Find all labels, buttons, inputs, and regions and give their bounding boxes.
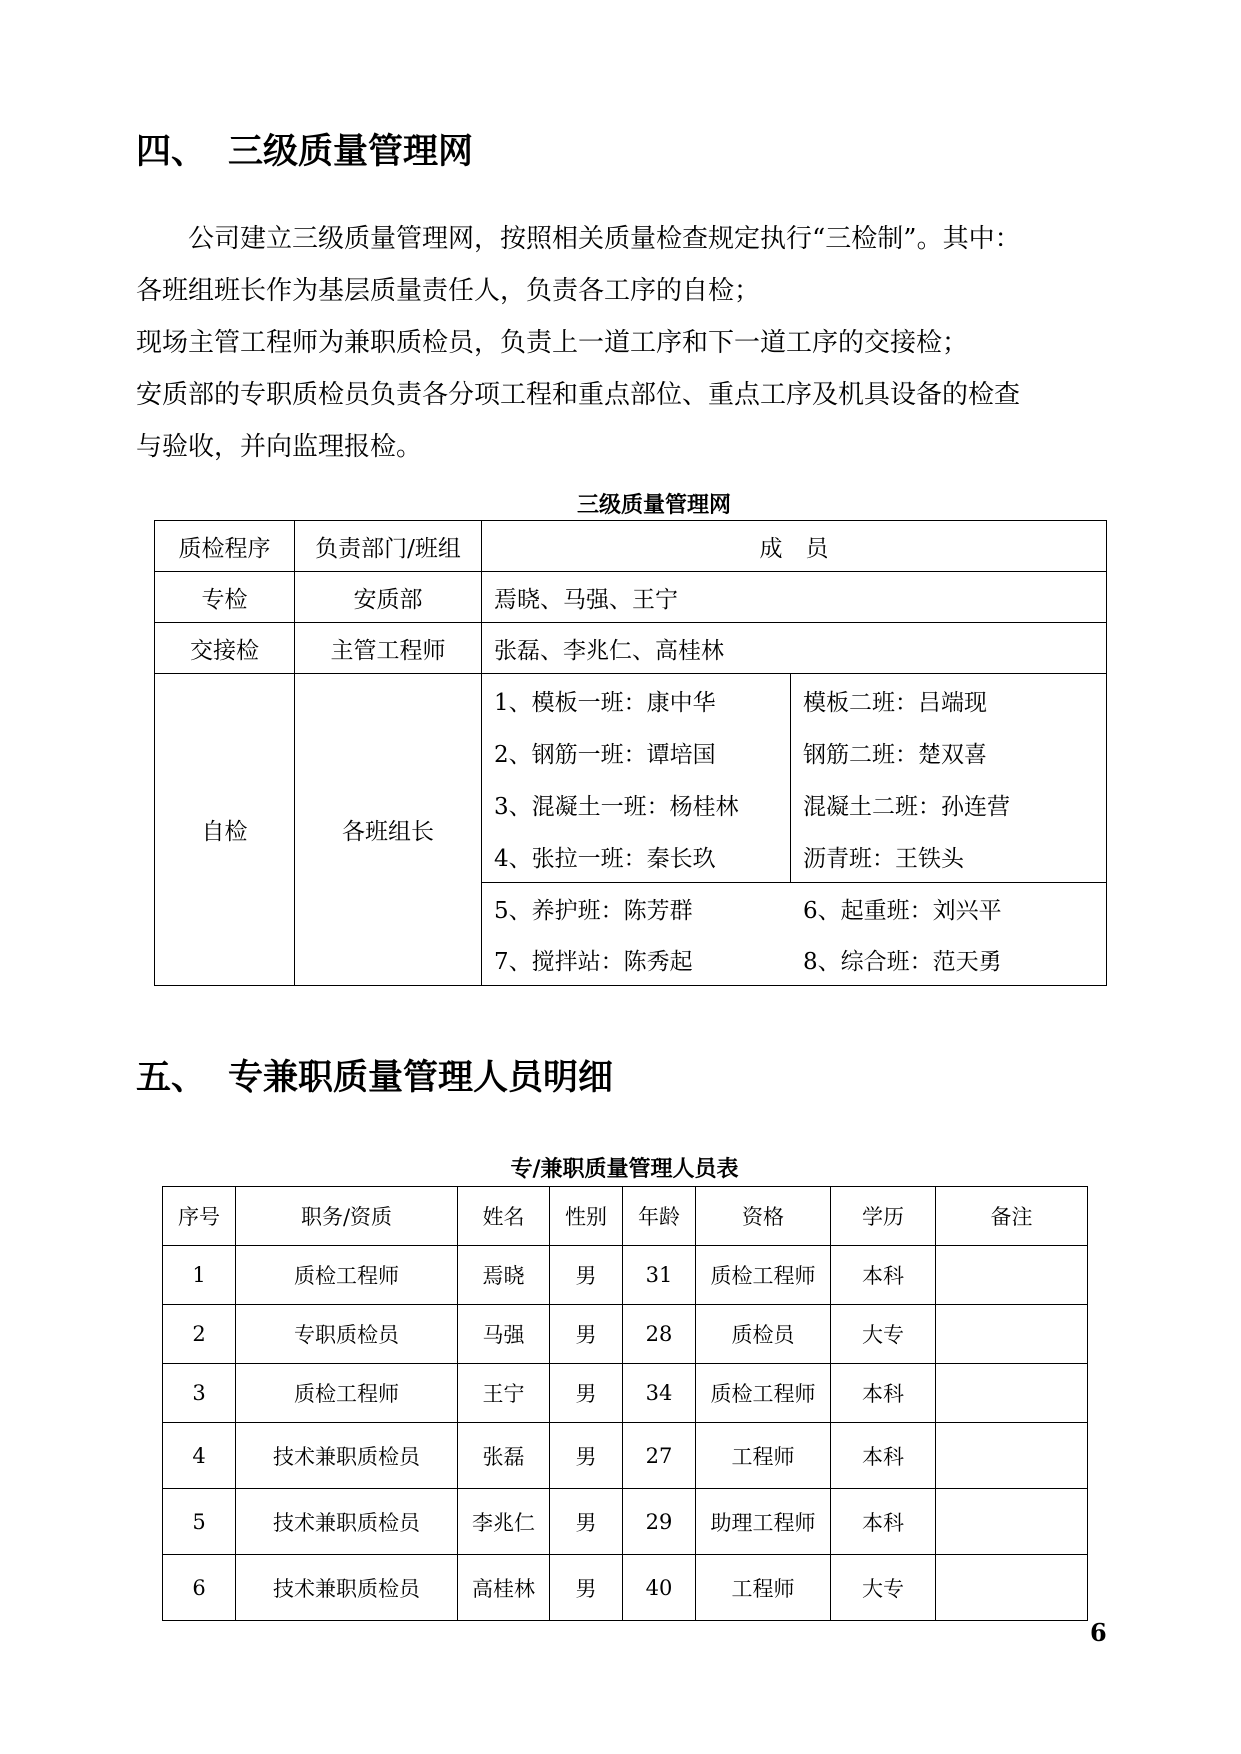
cell: 男 [550,1423,623,1489]
cell: 大专 [831,1305,936,1364]
cell: 张磊 [458,1423,550,1489]
team-leader-entry: 4、张拉一班：秦长玖 [482,830,791,882]
cell: 6 [163,1555,236,1621]
cell: 李兆仁 [458,1489,550,1555]
cell: 王宁 [458,1364,550,1423]
cell: 5 [163,1489,236,1555]
team-leader-entry: 沥青班：王铁头 [803,845,964,872]
team-leader-entry: 6、起重班：刘兴平 [803,898,1002,924]
header-cell: 质检程序 [155,521,295,572]
cell: 工程师 [696,1555,831,1621]
personnel-table [162,1186,1088,1621]
dept-cell: 安质部 [295,572,482,623]
table-row [163,1305,1088,1364]
cell: 4 [163,1423,236,1489]
cell [936,1364,1088,1423]
cell: 31 [623,1246,696,1305]
team-leader-entry: 2、钢筋一班：谭培国 [482,726,791,778]
team-leader-entry: 1、模板一班：康中华 [482,674,791,726]
cell: 技术兼职质检员 [236,1555,458,1621]
team-leaders-extra [482,882,1106,985]
cell: 质检工程师 [696,1246,831,1305]
cell: 质检工程师 [696,1364,831,1423]
team-leaders-grid [482,674,1106,882]
paragraph-line: 现场主管工程师为兼职质检员，负责上一道工序和下一道工序的交接检； [136,328,969,358]
cell: 质检工程师 [236,1246,458,1305]
cell: 高桂林 [458,1555,550,1621]
cell: 3 [163,1364,236,1423]
cell [936,1305,1088,1364]
cell [936,1423,1088,1489]
cell: 质检工程师 [236,1364,458,1423]
cell: 本科 [831,1489,936,1555]
dept-cell: 各班组长 [295,674,482,986]
cell: 男 [550,1555,623,1621]
table-row [163,1246,1088,1305]
table-row [163,1364,1088,1423]
header-cell: 序号 [163,1187,236,1246]
members-cell [482,674,1107,986]
cell: 助理工程师 [696,1489,831,1555]
cell: 男 [550,1246,623,1305]
team-leader-entry: 钢筋二班：楚双喜 [803,741,987,768]
section-5-title: 专兼职质量管理人员明细 [228,1058,614,1098]
cell: 技术兼职质检员 [236,1489,458,1555]
cell: 马强 [458,1305,550,1364]
team-leader-entry: 模板二班：吕端现 [803,689,987,716]
cell [936,1489,1088,1555]
table-header-row [155,521,1107,572]
table-row [163,1555,1088,1621]
cell: 27 [623,1423,696,1489]
cell: 本科 [831,1364,936,1423]
table-2-caption: 专/兼职质量管理人员表 [510,1157,739,1182]
cell: 质检员 [696,1305,831,1364]
cell: 34 [623,1364,696,1423]
header-cell: 负责部门/班组 [295,521,482,572]
team-leader-entry: 7、搅拌站：陈秀起 [494,949,693,975]
table-1-caption: 三级质量管理网 [576,493,731,518]
section-5-number: 五、 [136,1058,207,1098]
cell: 1 [163,1246,236,1305]
cell: 40 [623,1555,696,1621]
cell: 本科 [831,1423,936,1489]
section-5-heading [136,1050,613,1100]
section-4-number: 四、 [136,132,207,172]
section-4-heading [136,124,473,174]
cell: 29 [623,1489,696,1555]
paragraph-line: 公司建立三级质量管理网，按照相关质量检查规定执行“三检制”。其中： [136,224,1021,254]
cell: 男 [550,1305,623,1364]
members-cell: 张磊、李兆仁、高桂林 [482,623,1107,674]
team-leader-entry: 8、综合班：范天勇 [803,949,1002,975]
cell: 2 [163,1305,236,1364]
header-cell: 资格 [696,1187,831,1246]
section-4-title: 三级质量管理网 [228,132,474,172]
proc-cell: 交接检 [155,623,295,674]
cell [936,1555,1088,1621]
team-leader-entry: 混凝土二班：孙连营 [803,793,1010,820]
team-leader-entry: 5、养护班：陈芳群 [494,898,693,924]
team-leader-entry: 3、混凝土一班：杨桂林 [482,778,791,830]
cell: 工程师 [696,1423,831,1489]
paragraph-line: 安质部的专职质检员负责各分项工程和重点部位、重点工序及机具设备的检查 [136,380,1021,410]
cell [936,1246,1088,1305]
header-cell: 备注 [936,1187,1088,1246]
table-header-row [163,1187,1088,1246]
paragraph-line: 与验收，并向监理报检。 [136,432,423,462]
cell: 男 [550,1364,623,1423]
header-cell: 年龄 [623,1187,696,1246]
proc-cell: 自检 [155,674,295,986]
header-cell: 职务/资质 [236,1187,458,1246]
dept-cell: 主管工程师 [295,623,482,674]
table-row [155,572,1107,623]
quality-network-table [154,520,1107,986]
page-number: 6 [1090,1618,1107,1647]
cell: 男 [550,1489,623,1555]
table-row [155,674,1107,986]
proc-cell: 专检 [155,572,295,623]
header-cell: 性别 [550,1187,623,1246]
cell: 技术兼职质检员 [236,1423,458,1489]
cell: 28 [623,1305,696,1364]
header-cell: 学历 [831,1187,936,1246]
paragraph-line: 各班组班长作为基层质量责任人，负责各工序的自检； [136,276,761,306]
table-row [163,1489,1088,1555]
header-cell: 姓名 [458,1187,550,1246]
table-row [155,623,1107,674]
header-cell: 成 员 [482,521,1107,572]
table-row [163,1423,1088,1489]
cell: 焉晓 [458,1246,550,1305]
cell: 大专 [831,1555,936,1621]
cell: 本科 [831,1246,936,1305]
cell: 专职质检员 [236,1305,458,1364]
members-cell: 焉晓、马强、王宁 [482,572,1107,623]
